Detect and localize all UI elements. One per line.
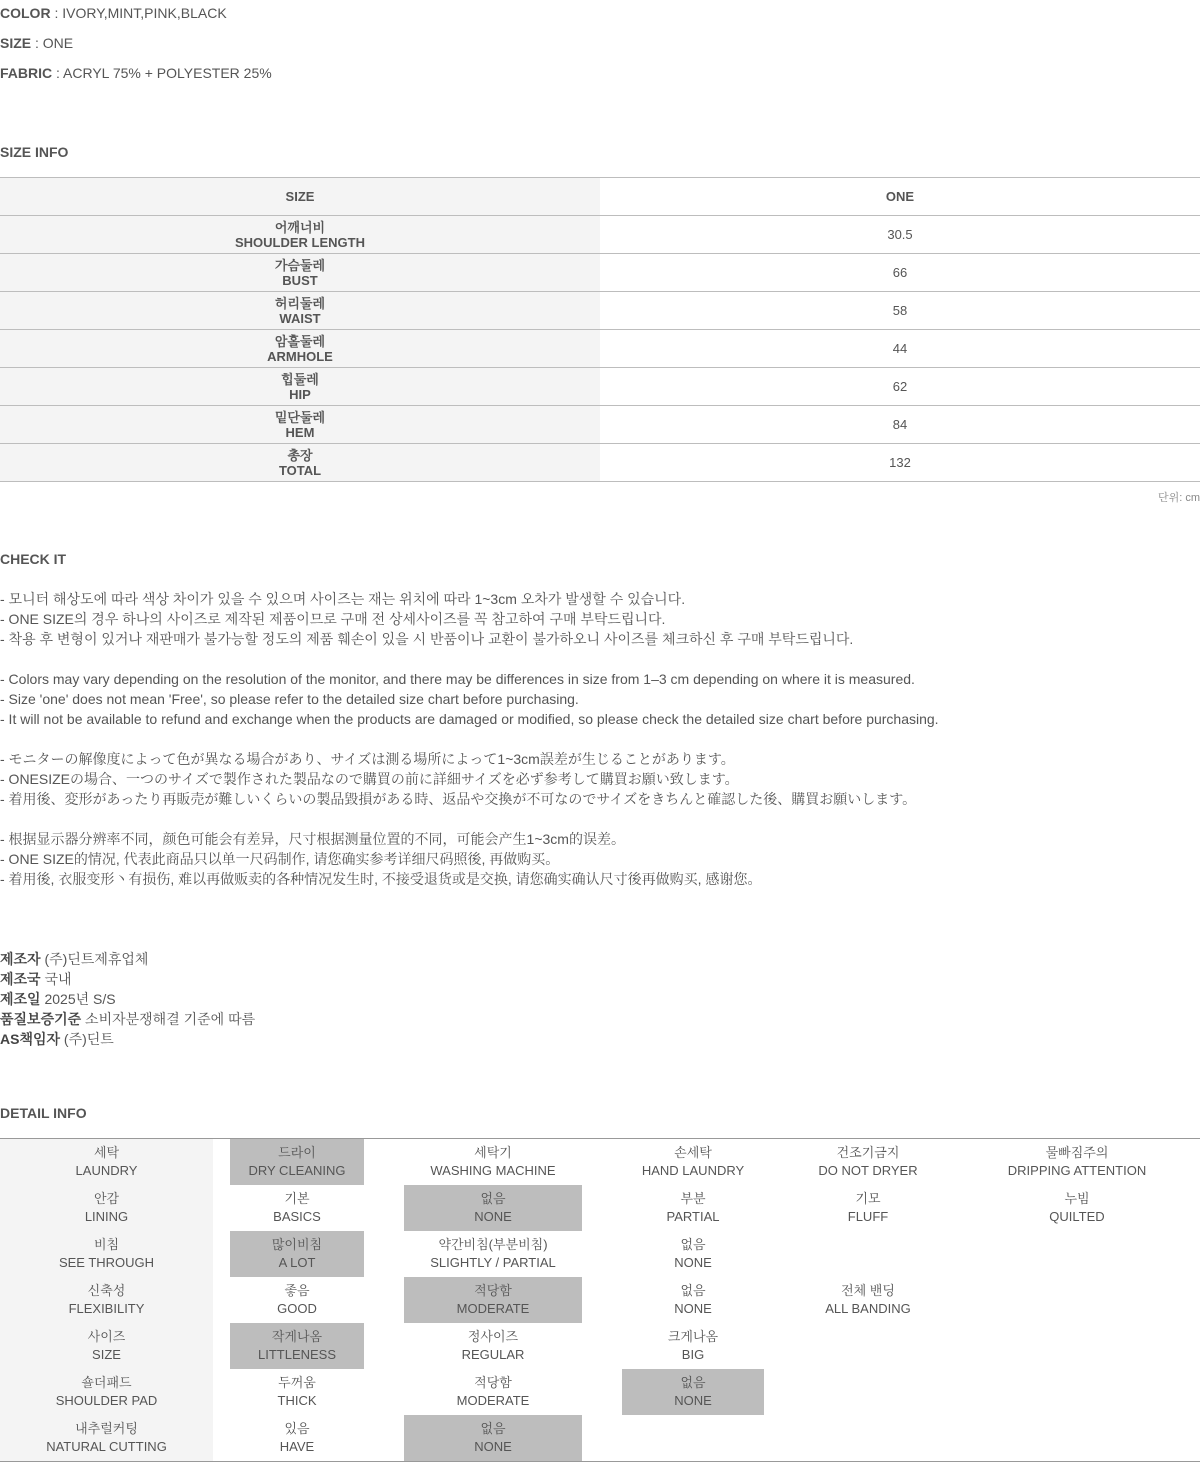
detail-option-en: THICK bbox=[277, 1393, 317, 1408]
detail-row-heading bbox=[0, 1277, 213, 1323]
detail-option-selected bbox=[404, 1415, 582, 1461]
size-row-label-ko: 힙둘레 bbox=[281, 371, 319, 387]
maker-info bbox=[0, 949, 255, 1049]
size-table-row bbox=[0, 216, 1200, 254]
maker-value: (주)딘트 bbox=[60, 1031, 114, 1047]
detail-row-heading bbox=[0, 1369, 213, 1415]
size-row-label-ko: 가슴둘레 bbox=[274, 257, 326, 273]
detail-heading-en: SIZE bbox=[92, 1347, 121, 1362]
detail-heading-en: LINING bbox=[84, 1209, 129, 1224]
detail-heading-en: NATURAL CUTTING bbox=[46, 1439, 167, 1454]
detail-option-en: FLUFF bbox=[847, 1209, 889, 1224]
check-line: - Colors may vary depending on the resolution of the monitor, and there may be differences in size from 1–3 cm depending on where it is measured. bbox=[0, 671, 915, 687]
detail-option bbox=[782, 1277, 954, 1323]
detail-option-ko: 좋음 bbox=[284, 1283, 310, 1298]
detail-option-en: DO NOT DRYER bbox=[818, 1163, 918, 1178]
size-row-value: 84 bbox=[892, 417, 908, 432]
size-table-header bbox=[0, 178, 1200, 216]
spec-size bbox=[0, 35, 73, 51]
detail-option-ko: 없음 bbox=[480, 1191, 506, 1206]
detail-option bbox=[954, 1185, 1200, 1231]
maker-key: 품질보증기준 bbox=[0, 1011, 82, 1027]
maker-value: 국내 bbox=[40, 971, 72, 987]
maker-key: 제조국 bbox=[0, 971, 41, 987]
check-line: - 着用後, 衣服变形丶有损伤, 难以再做贩卖的各种情况发生时, 不接受退货或是交换, 请您确实确认尺寸後再做购买, 感谢您。 bbox=[0, 871, 762, 887]
detail-option bbox=[622, 1277, 764, 1323]
detail-row-heading bbox=[0, 1185, 213, 1231]
size-row-value: 30.5 bbox=[887, 227, 913, 242]
maker-key: 제조일 bbox=[0, 991, 41, 1007]
size-table-row bbox=[0, 330, 1200, 368]
detail-table bbox=[0, 1138, 1200, 1462]
size-row-label-en: SHOULDER LENGTH bbox=[235, 234, 365, 250]
maker-value: 2025년 S/S bbox=[40, 991, 116, 1007]
maker-value: 소비자분쟁해결 기준에 따름 bbox=[81, 1011, 256, 1027]
detail-option-en: GOOD bbox=[277, 1301, 317, 1316]
detail-option bbox=[230, 1277, 364, 1323]
check-line: - モニターの解像度によって色が異なる場合があり、サイズは測る場所によって1~3cm誤差が生じることがあります。 bbox=[0, 751, 735, 767]
detail-option-ko: 물빠짐주의 bbox=[1045, 1145, 1109, 1160]
detail-option bbox=[622, 1139, 764, 1185]
size-row-label bbox=[0, 368, 600, 405]
unit-note: 단위: cm bbox=[1157, 492, 1200, 504]
detail-option bbox=[954, 1139, 1200, 1185]
detail-option-ko: 없음 bbox=[480, 1421, 506, 1436]
detail-option-selected bbox=[230, 1139, 364, 1185]
check-line: - ONESIZEの場合、一つのサイズで製作された製品なので購買の前に詳細サイズを必ず参考して購買お願い致します。 bbox=[0, 771, 739, 787]
detail-option-en: NONE bbox=[474, 1439, 512, 1454]
size-row-label-ko: 어깨너비 bbox=[274, 219, 326, 235]
check-line: - 착용 후 변형이 있거나 재판매가 불가능할 정도의 제품 훼손이 있을 시 반품이나 교환이 불가하오니 사이즈를 체크하신 후 구매 부탁드립니다. bbox=[0, 631, 854, 647]
size-row-label bbox=[0, 254, 600, 291]
detail-option bbox=[404, 1231, 582, 1277]
detail-option-ko: 있음 bbox=[284, 1421, 310, 1436]
spec-color bbox=[0, 5, 227, 21]
detail-row-heading bbox=[0, 1415, 213, 1461]
check-group-ja bbox=[0, 749, 916, 809]
maker-row bbox=[0, 1009, 255, 1029]
detail-option-selected bbox=[404, 1277, 582, 1323]
check-line: - Size 'one' does not mean 'Free', so please refer to the detailed size chart before purchasing. bbox=[0, 691, 579, 707]
detail-info-title: DETAIL INFO bbox=[0, 1105, 87, 1121]
detail-option-ko: 손세탁 bbox=[674, 1145, 712, 1160]
spec-fabric bbox=[0, 65, 272, 81]
detail-option-en: SLIGHTLY / PARTIAL bbox=[430, 1255, 556, 1270]
detail-option-ko: 누빔 bbox=[1064, 1191, 1090, 1206]
detail-option-en: DRY CLEANING bbox=[248, 1163, 346, 1178]
detail-heading-ko: 안감 bbox=[93, 1191, 120, 1206]
detail-option bbox=[230, 1185, 364, 1231]
size-row-value: 58 bbox=[892, 303, 908, 318]
detail-option-ko: 없음 bbox=[680, 1283, 706, 1298]
detail-heading-en: SEE THROUGH bbox=[58, 1255, 155, 1270]
spec-value: : ONE bbox=[31, 35, 74, 51]
size-row-label-ko: 총장 bbox=[287, 447, 313, 463]
detail-option bbox=[230, 1415, 364, 1461]
detail-option-en: BIG bbox=[681, 1347, 705, 1362]
detail-option-en: HAVE bbox=[279, 1439, 315, 1454]
detail-option-selected bbox=[230, 1231, 364, 1277]
detail-option-en: HAND LAUNDRY bbox=[641, 1163, 745, 1178]
detail-heading-ko: 사이즈 bbox=[87, 1329, 126, 1344]
detail-option-en: PARTIAL bbox=[666, 1209, 720, 1224]
detail-option bbox=[782, 1139, 954, 1185]
detail-row-heading bbox=[0, 1323, 213, 1369]
detail-option-en: DRIPPING ATTENTION bbox=[1007, 1163, 1147, 1178]
size-row-label-en: WAIST bbox=[279, 310, 321, 326]
size-row-value: 132 bbox=[889, 455, 911, 470]
detail-option-ko: 세탁기 bbox=[474, 1145, 512, 1160]
detail-option-ko: 기본 bbox=[284, 1191, 310, 1206]
check-group-zh bbox=[0, 829, 761, 889]
detail-heading-en: SHOULDER PAD bbox=[55, 1393, 158, 1408]
detail-option-ko: 두꺼움 bbox=[278, 1375, 316, 1390]
maker-row bbox=[0, 949, 255, 969]
maker-row bbox=[0, 1029, 255, 1049]
detail-option-en: REGULAR bbox=[461, 1347, 525, 1362]
detail-heading-ko: 세탁 bbox=[93, 1145, 120, 1160]
detail-heading-ko: 신축성 bbox=[87, 1283, 126, 1298]
detail-option-en: LITTLENESS bbox=[257, 1347, 337, 1362]
size-header-value: ONE bbox=[885, 189, 915, 204]
check-it-title: CHECK IT bbox=[0, 551, 67, 567]
detail-option-en: NONE bbox=[674, 1393, 712, 1408]
size-table bbox=[0, 177, 1200, 482]
detail-option-ko: 크게나옴 bbox=[667, 1329, 719, 1344]
detail-option bbox=[782, 1185, 954, 1231]
check-group-en bbox=[0, 669, 939, 729]
size-row-label bbox=[0, 330, 600, 367]
detail-option bbox=[230, 1369, 364, 1415]
detail-option-ko: 없음 bbox=[680, 1375, 706, 1390]
maker-value: (주)딘트제휴업체 bbox=[40, 951, 149, 967]
detail-heading-ko: 내추럴커팅 bbox=[75, 1421, 138, 1436]
detail-option-ko: 없음 bbox=[680, 1237, 706, 1252]
check-line: - 모니터 해상도에 따라 색상 차이가 있을 수 있으며 사이즈는 재는 위치에 따라 1~3cm 오차가 발생할 수 있습니다. bbox=[0, 591, 686, 607]
detail-option bbox=[404, 1323, 582, 1369]
detail-option bbox=[404, 1139, 582, 1185]
maker-key: AS책임자 bbox=[0, 1031, 61, 1047]
spec-value: : ACRYL 75% + POLYESTER 25% bbox=[52, 65, 272, 81]
detail-option-selected bbox=[230, 1323, 364, 1369]
detail-option-ko: 드라이 bbox=[278, 1145, 316, 1160]
detail-heading-ko: 비침 bbox=[93, 1237, 120, 1252]
detail-option bbox=[404, 1369, 582, 1415]
detail-heading-en: LAUNDRY bbox=[75, 1163, 138, 1178]
size-row-label-en: TOTAL bbox=[278, 462, 322, 478]
check-group-ko bbox=[0, 589, 853, 649]
detail-option-en: MODERATE bbox=[456, 1393, 530, 1408]
detail-heading-en: FLEXIBILITY bbox=[68, 1301, 145, 1316]
detail-option-en: BASICS bbox=[273, 1209, 321, 1224]
detail-option-ko: 부분 bbox=[680, 1191, 706, 1206]
detail-option-ko: 건조기금지 bbox=[836, 1145, 900, 1160]
size-table-row bbox=[0, 406, 1200, 444]
spec-key: FABRIC bbox=[0, 65, 53, 81]
size-header-label: SIZE bbox=[0, 178, 600, 215]
detail-option bbox=[622, 1185, 764, 1231]
spec-key: SIZE bbox=[0, 35, 32, 51]
detail-option bbox=[622, 1323, 764, 1369]
check-line: - ONE SIZE의 경우 하나의 사이즈로 제작된 제품이므로 구매 전 상세사이즈를 꼭 참고하여 구매 부탁드립니다. bbox=[0, 611, 666, 627]
detail-option-en: WASHING MACHINE bbox=[430, 1163, 556, 1178]
detail-option-ko: 작게나옴 bbox=[271, 1329, 323, 1344]
detail-option-ko: 기모 bbox=[855, 1191, 881, 1206]
maker-key: 제조자 bbox=[0, 951, 41, 967]
spec-key: COLOR bbox=[0, 5, 51, 21]
size-row-label bbox=[0, 444, 600, 481]
spec-value: : IVORY,MINT,PINK,BLACK bbox=[50, 5, 227, 21]
check-line: - It will not be available to refund and exchange when the products are damaged or modified, so please check the detailed size chart before purchasing. bbox=[0, 711, 939, 727]
detail-option-en: NONE bbox=[674, 1255, 712, 1270]
detail-option-en: NONE bbox=[674, 1301, 712, 1316]
detail-option-ko: 약간비침(부분비침) bbox=[438, 1237, 548, 1252]
size-info-title: SIZE INFO bbox=[0, 144, 69, 160]
check-line: - 根据显示器分辨率不同，颜色可能会有差异，尺寸根据测量位置的不同，可能会产生1~3cm的误差。 bbox=[0, 831, 625, 847]
maker-row bbox=[0, 989, 255, 1009]
size-row-label-en: HEM bbox=[285, 424, 315, 440]
detail-heading-ko: 숄더패드 bbox=[81, 1375, 132, 1390]
size-row-label bbox=[0, 406, 600, 443]
size-row-label-ko: 허리둘레 bbox=[274, 295, 326, 311]
detail-option-selected bbox=[404, 1185, 582, 1231]
size-table-row bbox=[0, 254, 1200, 292]
size-row-value: 66 bbox=[892, 265, 908, 280]
detail-row-heading bbox=[0, 1139, 213, 1185]
size-table-row bbox=[0, 368, 1200, 406]
size-row-label bbox=[0, 216, 600, 253]
size-row-label-ko: 밑단둘레 bbox=[274, 409, 326, 425]
detail-option-ko: 전체 밴딩 bbox=[841, 1283, 895, 1298]
detail-option-en: A LOT bbox=[278, 1255, 316, 1270]
size-row-label-en: BUST bbox=[282, 272, 318, 288]
size-row-label-en: HIP bbox=[289, 386, 311, 402]
size-row-value: 62 bbox=[892, 379, 908, 394]
detail-option-selected bbox=[622, 1369, 764, 1415]
detail-option-en: ALL BANDING bbox=[825, 1301, 911, 1316]
detail-option-en: MODERATE bbox=[456, 1301, 530, 1316]
size-table-row bbox=[0, 444, 1200, 482]
size-row-label bbox=[0, 292, 600, 329]
check-line: - ONE SIZE的情况, 代表此商品只以单一尺码制作, 请您确实参考详细尺码照後, 再做购买。 bbox=[0, 851, 560, 867]
size-row-label-ko: 암홀둘레 bbox=[274, 333, 326, 349]
detail-option-en: NONE bbox=[474, 1209, 512, 1224]
detail-option-ko: 적당함 bbox=[474, 1375, 512, 1390]
detail-option-ko: 정사이즈 bbox=[467, 1329, 519, 1344]
detail-option-ko: 많이비침 bbox=[271, 1237, 323, 1252]
size-row-value: 44 bbox=[892, 341, 908, 356]
detail-option bbox=[622, 1231, 764, 1277]
maker-row bbox=[0, 969, 255, 989]
detail-option-ko: 적당함 bbox=[474, 1283, 512, 1298]
detail-option-en: QUILTED bbox=[1049, 1209, 1105, 1224]
check-line: - 着用後、変形があったり再販売が難しいくらいの製品毀損がある時、返品や交換が不可なのでサイズをきちんと確認した後、購買お願いします。 bbox=[0, 791, 917, 807]
size-row-label-en: ARMHOLE bbox=[267, 348, 333, 364]
size-table-row bbox=[0, 292, 1200, 330]
detail-row-heading bbox=[0, 1231, 213, 1277]
